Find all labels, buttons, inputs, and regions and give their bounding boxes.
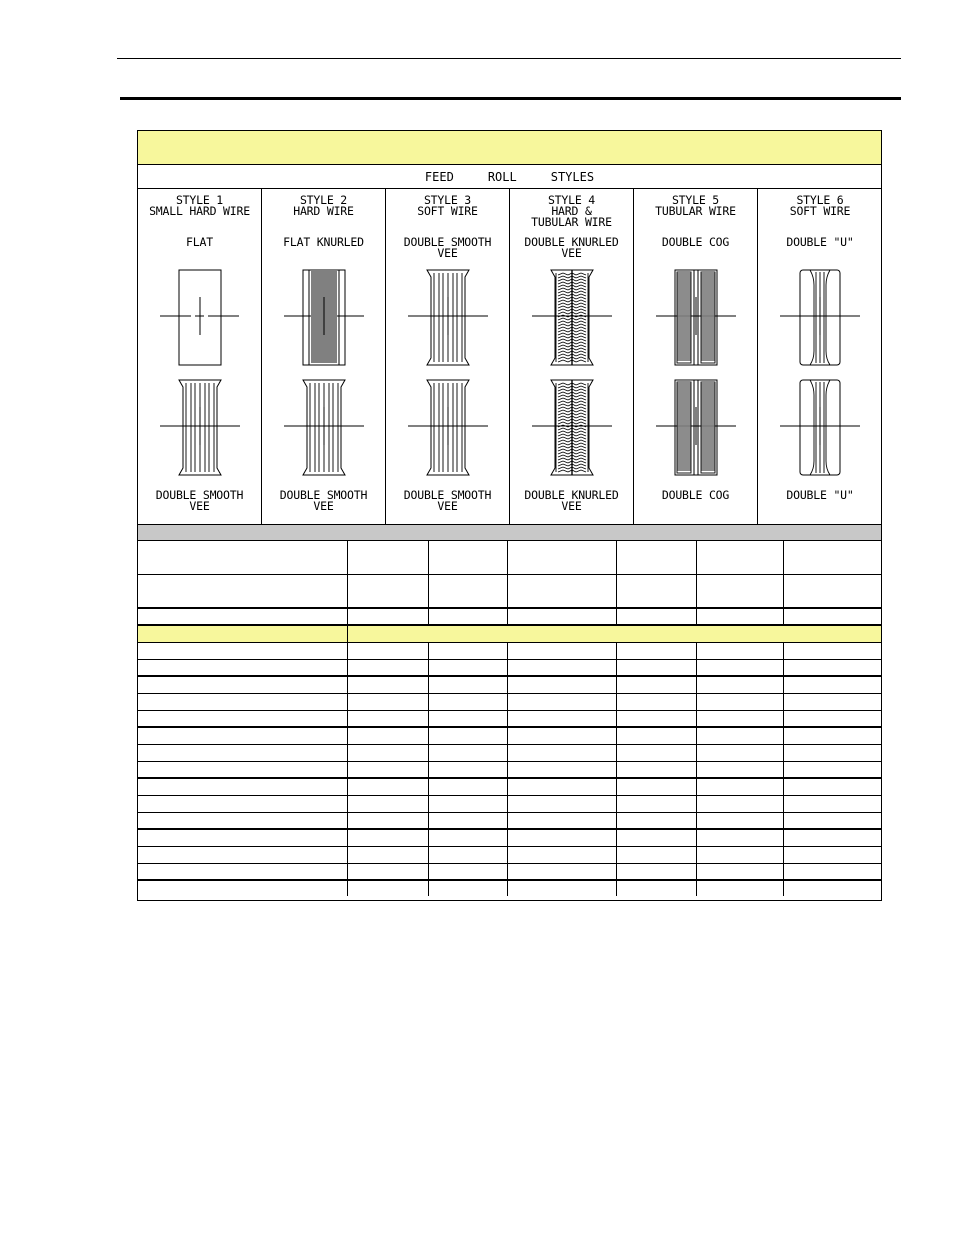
table-cell [697, 660, 784, 675]
table-cell [348, 609, 429, 624]
style-column-4 [510, 189, 634, 524]
table-cell [348, 728, 429, 744]
flat-roll-icon [138, 263, 262, 373]
bottom-roll-label: DOUBLE SMOOTH VEE [155, 488, 244, 513]
table-cell [697, 728, 784, 744]
table-cell [429, 796, 508, 812]
flat-knurled-roll-icon [262, 263, 386, 373]
table-row [138, 779, 881, 796]
table-cell [348, 643, 429, 659]
bottom-roll-label: DOUBLE "U" [786, 488, 854, 502]
table-cell [617, 728, 697, 744]
table-row [138, 541, 881, 575]
table-row [138, 694, 881, 711]
table-cell [617, 711, 697, 726]
header-rule-thin [117, 58, 901, 59]
table-cell [508, 728, 617, 744]
table-row [138, 643, 881, 660]
double-knurled-vee-icon [510, 263, 634, 373]
style-title: STYLE 2 HARD WIRE [293, 193, 354, 218]
table-row [138, 609, 881, 626]
table-cell [617, 643, 697, 659]
table-cell [138, 847, 348, 863]
table-cell [617, 864, 697, 879]
style-column-2 [262, 189, 386, 524]
table-cell [617, 541, 697, 574]
table-row [138, 745, 881, 762]
table-cell [508, 847, 617, 863]
table-cell [138, 813, 348, 828]
table-cell [348, 541, 429, 574]
table-cell [508, 609, 617, 624]
table-row [138, 813, 881, 830]
feed-roll-styles-heading [138, 165, 881, 189]
table-cell [138, 745, 348, 761]
bottom-roll-label: DOUBLE COG [661, 488, 730, 502]
heading-word-feed: FEED [424, 169, 454, 184]
table-cell [697, 796, 784, 812]
table-cell [138, 762, 348, 777]
top-roll-label: DOUBLE COG [661, 235, 730, 249]
style-title: STYLE 3 SOFT WIRE [417, 193, 478, 218]
top-roll-label: DOUBLE SMOOTH VEE [403, 235, 492, 260]
table-cell [508, 541, 617, 574]
table-cell [697, 847, 784, 863]
heading-word-styles: STYLES [550, 169, 595, 184]
table-cell [138, 541, 348, 574]
double-smooth-vee-icon [386, 373, 510, 483]
table-cell [348, 677, 429, 693]
table-cell [508, 881, 617, 896]
bottom-roll-label: DOUBLE SMOOTH VEE [403, 488, 492, 513]
table-cell [617, 830, 697, 846]
table-cell [348, 847, 429, 863]
table-cell [697, 830, 784, 846]
table-cell [617, 796, 697, 812]
table-cell [697, 694, 784, 710]
table-cell [508, 711, 617, 726]
table-cell [617, 694, 697, 710]
table-cell [697, 711, 784, 726]
table-cell [138, 660, 348, 675]
table-cell [138, 575, 348, 607]
bottom-roll-label: DOUBLE SMOOTH VEE [279, 488, 368, 513]
table-cell [508, 575, 617, 607]
table-row [138, 711, 881, 728]
table-cell [138, 779, 348, 795]
table-cell [429, 643, 508, 659]
table-cell [429, 864, 508, 879]
table-cell [617, 575, 697, 607]
top-roll-label: FLAT [186, 235, 213, 249]
table-cell [429, 847, 508, 863]
double-u-icon [758, 263, 882, 373]
feed-roll-table [137, 130, 882, 901]
table-cell [429, 609, 508, 624]
table-cell [617, 745, 697, 761]
table-cell [508, 813, 617, 828]
table-cell [697, 864, 784, 879]
style-column-3 [386, 189, 510, 524]
table-cell [138, 830, 348, 846]
table-cell [697, 609, 784, 624]
table-cell [138, 864, 348, 879]
table-cell [348, 762, 429, 777]
table-row [138, 796, 881, 813]
table-cell [138, 881, 348, 896]
gray-separator-band [138, 524, 881, 541]
table-cell [138, 677, 348, 693]
table-cell [429, 881, 508, 896]
table-cell [348, 660, 429, 675]
table-cell [617, 762, 697, 777]
table-cell [348, 796, 429, 812]
bottom-roll-label: DOUBLE KNURLED VEE [524, 488, 619, 513]
table-row [138, 762, 881, 779]
table-cell [697, 677, 784, 693]
table-cell [697, 762, 784, 777]
double-knurled-vee-icon [510, 373, 634, 483]
style-column-1 [138, 189, 262, 524]
table-cell [429, 728, 508, 744]
double-u-icon [758, 373, 882, 483]
style-column-5 [634, 189, 758, 524]
table-cell [348, 881, 429, 896]
table-row [138, 728, 881, 745]
table-cell [348, 830, 429, 846]
style-column-6 [758, 189, 882, 524]
table-cell [617, 677, 697, 693]
table-cell [138, 626, 348, 642]
table-cell [697, 779, 784, 795]
table-cell [348, 745, 429, 761]
heading-word-roll: ROLL [487, 169, 517, 184]
table-cell [508, 830, 617, 846]
table-cell [508, 643, 617, 659]
table-cell [138, 711, 348, 726]
style-title: STYLE 5 TUBULAR WIRE [655, 193, 736, 218]
table-cell [508, 694, 617, 710]
table-row [138, 881, 881, 896]
style-title: STYLE 4 HARD & TUBULAR WIRE [531, 193, 612, 229]
table-cell [138, 643, 348, 659]
table-cell [617, 660, 697, 675]
table-row [138, 864, 881, 881]
table-cell [617, 609, 697, 624]
table-cell [429, 694, 508, 710]
table-row [138, 847, 881, 864]
table-cell [429, 745, 508, 761]
table-cell [348, 813, 429, 828]
table-cell [508, 762, 617, 777]
table-cell [508, 745, 617, 761]
table-cell [429, 660, 508, 675]
table-cell [138, 728, 348, 744]
section-header-row [138, 626, 881, 643]
table-cell [429, 762, 508, 777]
table-cell [508, 864, 617, 879]
table-cell [697, 643, 784, 659]
table-cell [348, 711, 429, 726]
table-row [138, 575, 881, 609]
table-cell [617, 881, 697, 896]
table-cell [348, 694, 429, 710]
double-smooth-vee-icon [262, 373, 386, 483]
top-roll-label: DOUBLE KNURLED VEE [524, 235, 619, 260]
table-cell [138, 796, 348, 812]
top-roll-label: FLAT KNURLED [283, 235, 364, 249]
table-row [138, 830, 881, 847]
table-cell [348, 779, 429, 795]
double-cog-icon [634, 373, 758, 483]
table-cell [138, 609, 348, 624]
table-cell [697, 745, 784, 761]
table-cell [429, 677, 508, 693]
table-cell [429, 575, 508, 607]
table-cell [508, 796, 617, 812]
table-cell [617, 847, 697, 863]
table-cell [429, 830, 508, 846]
table-cell [508, 660, 617, 675]
table-cell [429, 813, 508, 828]
table-cell [429, 711, 508, 726]
table-cell [697, 813, 784, 828]
table-cell [697, 881, 784, 896]
styles-area [138, 189, 881, 524]
double-smooth-vee-icon [138, 373, 262, 483]
style-title: STYLE 1 SMALL HARD WIRE [149, 193, 250, 218]
table-cell [697, 575, 784, 607]
table-cell [429, 779, 508, 795]
table-cell [508, 677, 617, 693]
table-cell [508, 779, 617, 795]
table-cell [697, 541, 784, 574]
top-roll-label: DOUBLE "U" [786, 235, 854, 249]
table-cell [617, 813, 697, 828]
table-banner [138, 131, 881, 165]
header-rule-thick [120, 97, 901, 100]
table-cell [348, 864, 429, 879]
table-cell [348, 575, 429, 607]
table-cell [617, 779, 697, 795]
double-cog-icon [634, 263, 758, 373]
table-cell [429, 541, 508, 574]
table-cell [138, 694, 348, 710]
style-title: STYLE 6 SOFT WIRE [789, 193, 851, 218]
table-row [138, 660, 881, 677]
double-smooth-vee-icon [386, 263, 510, 373]
table-row [138, 677, 881, 694]
